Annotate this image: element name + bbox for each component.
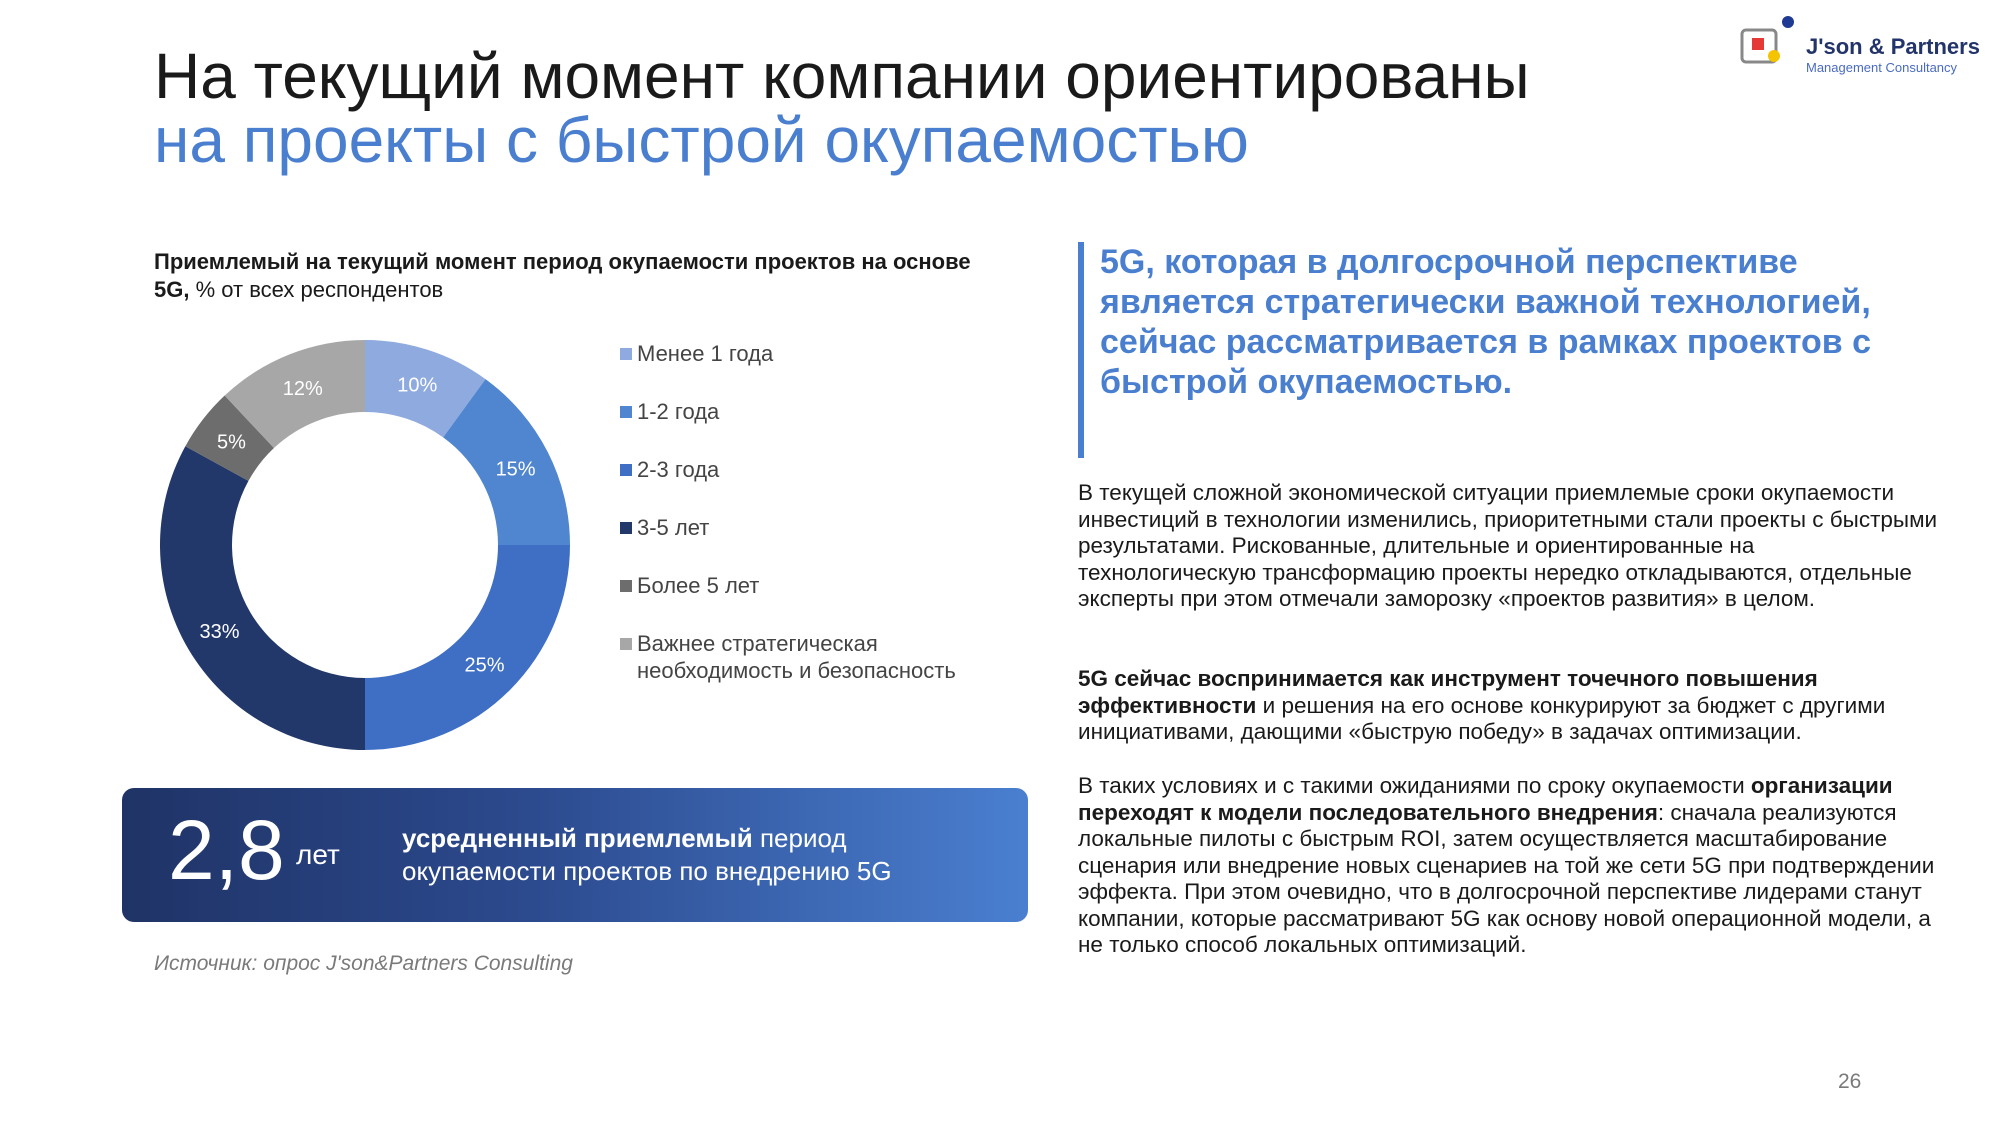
legend-item-6 [620,630,1017,684]
paragraph-2 [1078,666,1938,746]
chart-title-bold: Приемлемый на текущий момент период окупаемости проектов на основе 5G, [154,249,971,302]
average-period-unit: лет [296,839,340,870]
quote-accent-bar [1078,242,1084,458]
legend-label-6: Важнее стратегическая необходимость и безопасность [637,631,956,683]
banner-text-rest: период окупаемости проектов по внедрению 5G [402,823,892,886]
average-period-description [402,822,1002,888]
donut-slice-label-5: 5% [217,431,246,454]
legend-swatch-5 [620,580,632,592]
donut-slice-4 [160,446,365,750]
legend-swatch-1 [620,348,632,360]
legend-item-4 [620,514,709,541]
page-title-line2: на проекты с быстрой окупаемостью [154,104,1249,176]
donut-slice-label-6: 12% [282,377,323,400]
source-note: Источник: опрос J'son&Partners Consulting [154,952,573,975]
legend-item-5 [620,572,759,599]
paragraph-1: В текущей сложной экономической ситуации приемлемые сроки окупаемости инвестиций в технологии изменились, приоритетными стали проекты с быстрыми результатами. Рискованные, длительные и ориентированные на технологическую трансформацию проекты нередко откладываются, отдельные эксперты при этом отмечали заморозку «проектов развития» в целом. [1078,480,1938,611]
donut-slice-3 [365,545,570,750]
legend-label-4: 3-5 лет [637,515,710,540]
donut-slice-label-2: 15% [495,458,536,481]
legend-swatch-3 [620,464,632,476]
donut-slice-label-3: 25% [464,654,505,677]
paragraph-3-start: В таких условиях и с такими ожиданиями по сроку окупаемости [1078,773,1751,798]
paragraph-3 [1078,773,1938,959]
paragraph-2-bold: 5G сейчас воспринимается как инструмент точечного повышения эффективности [1078,666,1818,718]
donut-slice-label-4: 33% [199,621,240,644]
paragraph-3-bold: организации переходят к модели последовательного внедрения [1078,773,1893,825]
banner-text-bold: усредненный приемлемый [402,823,753,853]
legend-label-3: 2-3 года [637,457,720,482]
legend-item-1 [620,340,773,367]
paragraph-3-rest: : сначала реализуются локальные пилоты с быстрым ROI, затем осуществляется масштабирование сценария или внедрение новых сценариев на той же сети 5G при подтверждении эффекта. При этом очевидно, что в долгосрочной перспективе лидерами станут компании, которые рассматривают 5G как основу новой операционной модели, а не только способ локальных оптимизаций. [1078,799,1935,957]
legend-label-1: Менее 1 года [637,341,774,366]
legend-item-3 [620,456,719,483]
chart-title [154,248,974,304]
page-number: 26 [1838,1070,1862,1093]
legend-label-2: 1-2 года [637,399,720,424]
donut-chart [150,330,580,760]
page-title-line1: На текущий момент компании ориентированы [154,40,1530,112]
logo-name: J'son & Partners [1806,34,1980,59]
chart-title-unit: % от всех респондентов [189,277,444,302]
key-quote: 5G, которая в долгосрочной перспективе является стратегически важной технологией, сейчас рассматривается в рамках проектов с быстрой окупаемостью. [1100,243,1872,401]
donut-slice-label-1: 10% [397,374,438,397]
legend-swatch-2 [620,406,632,418]
logo-tagline: Management Consultancy [1806,60,1958,75]
legend-swatch-6 [620,638,632,650]
average-period-value: 2,8 [168,803,285,897]
legend-item-2 [620,398,719,425]
paragraph-2-rest: и решения на его основе конкурируют за бюджет с другими инициативами, дающими «быструю победу» в задачах оптимизации. [1078,692,1886,744]
legend-label-5: Более 5 лет [637,573,760,598]
legend-swatch-4 [620,522,632,534]
